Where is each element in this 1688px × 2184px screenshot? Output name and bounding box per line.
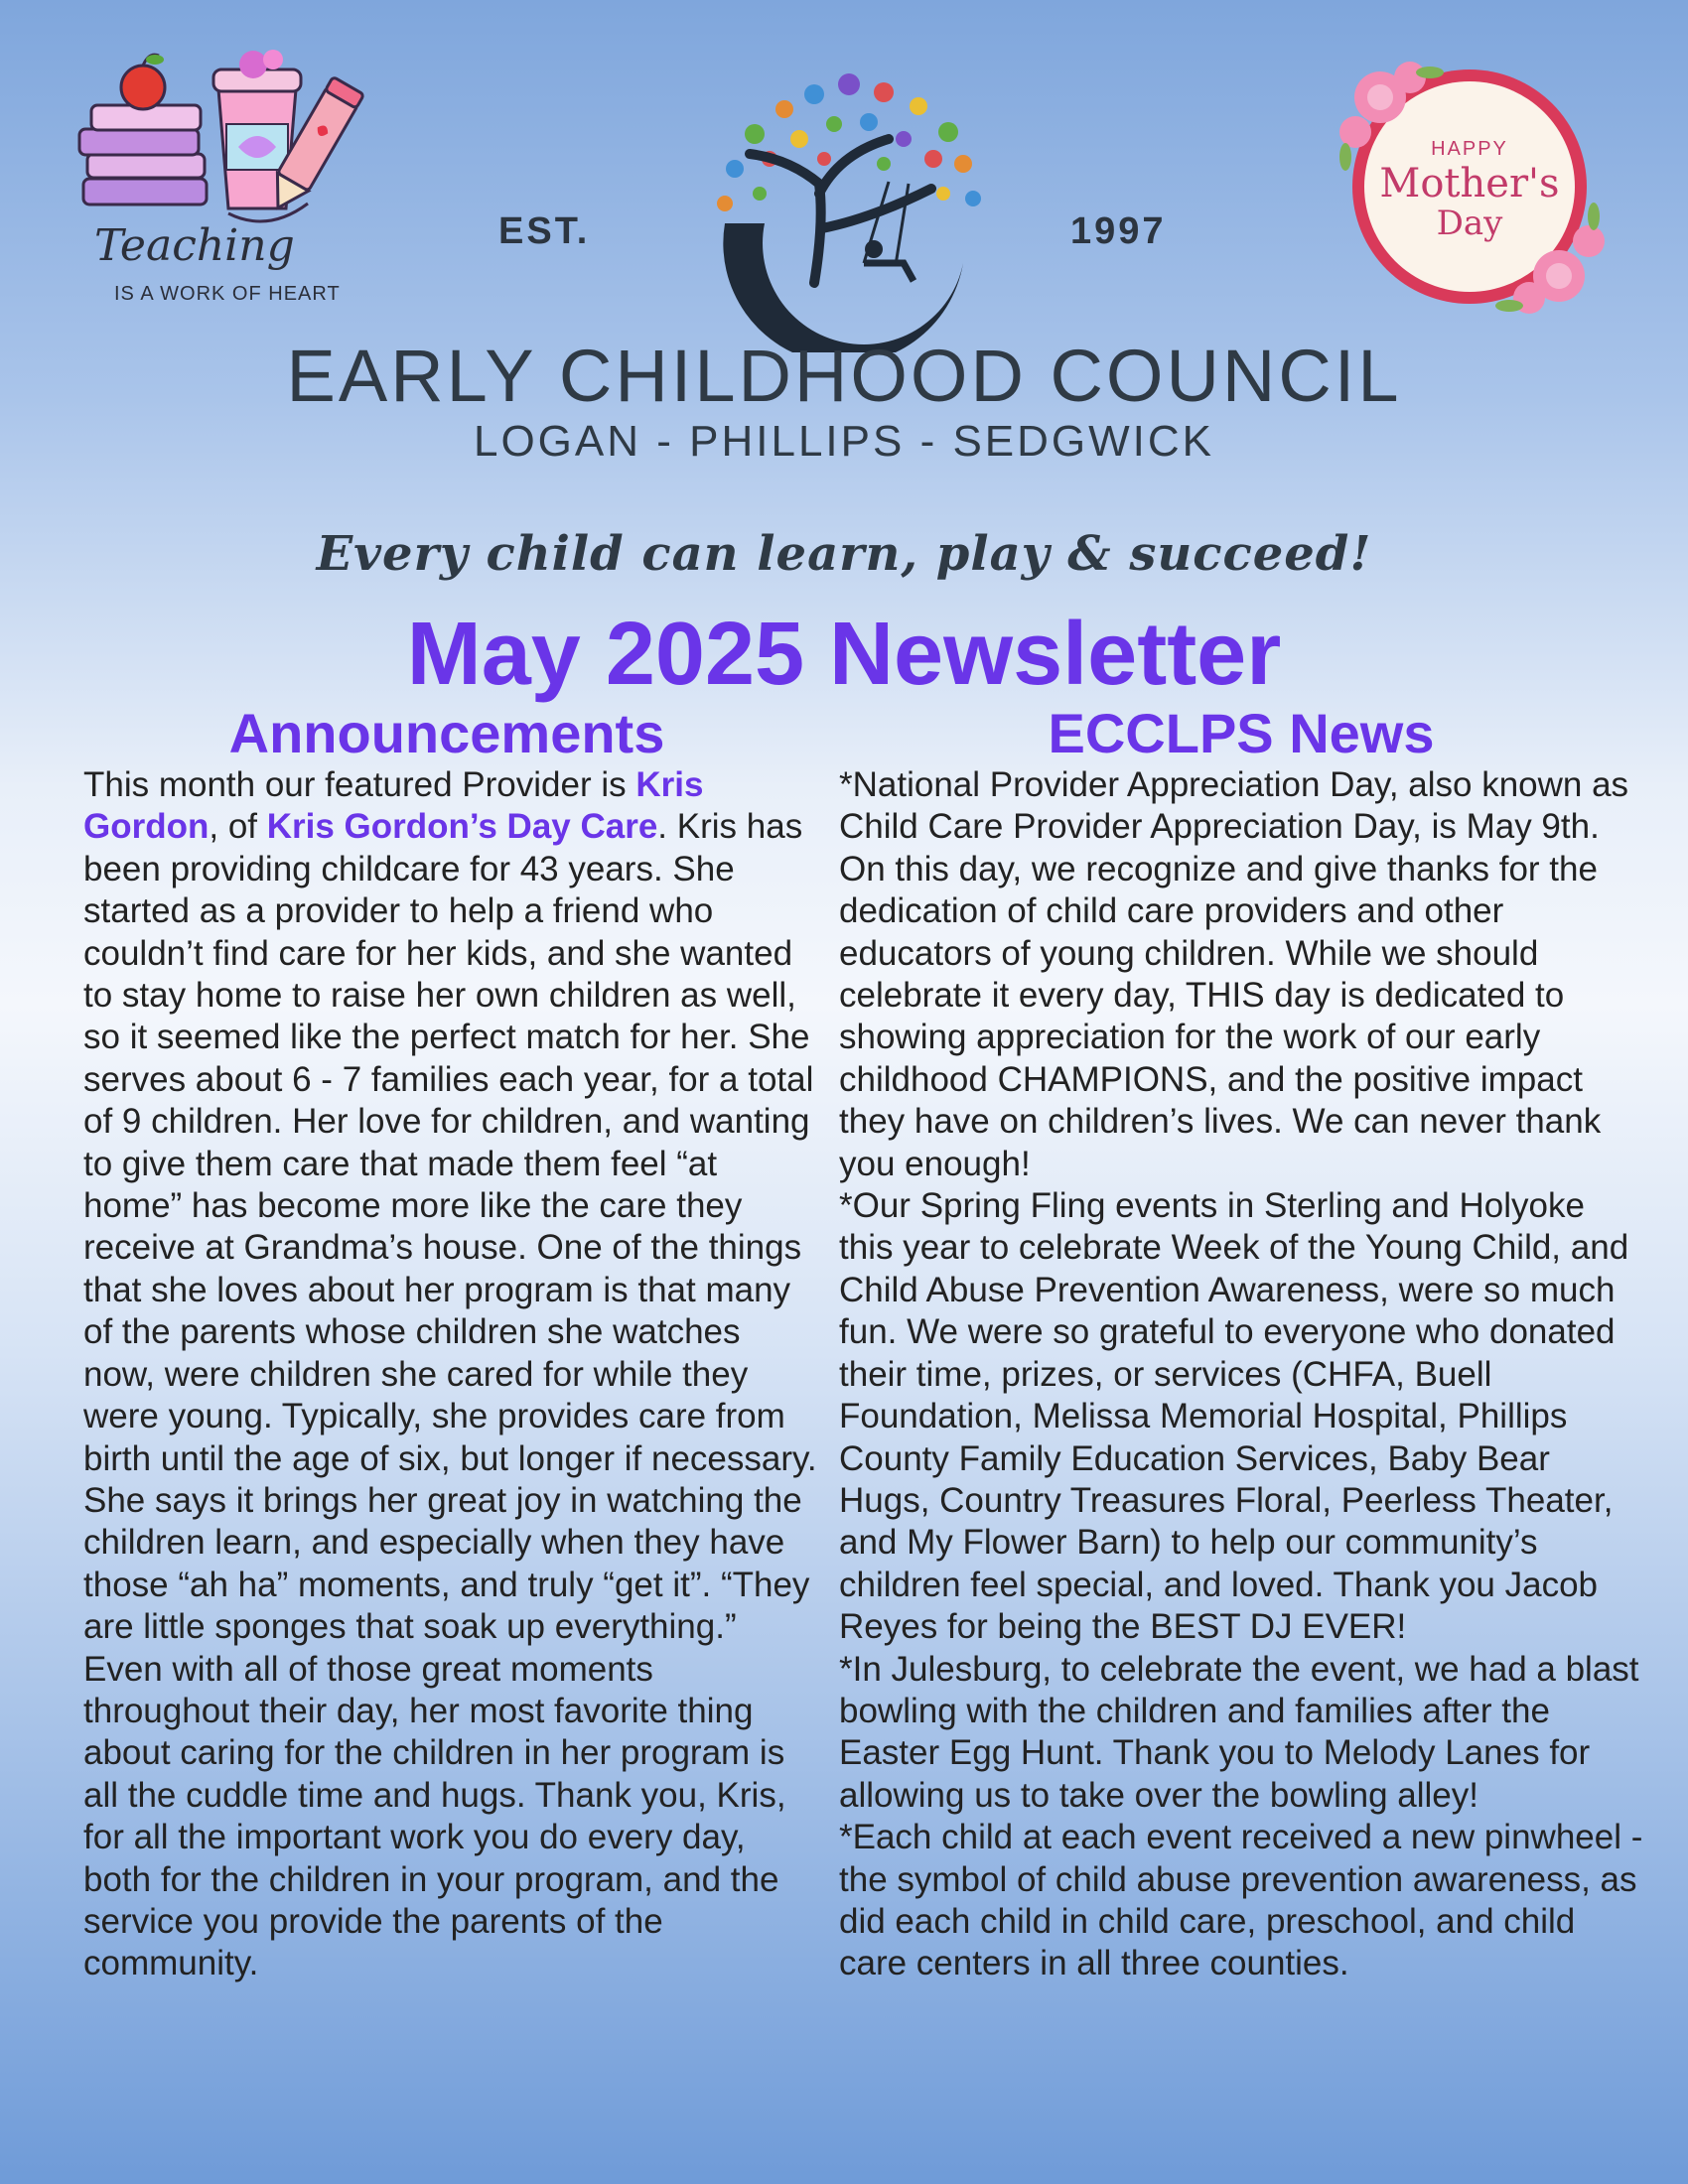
news-paragraph-julesburg: *In Julesburg, to celebrate the event, we had a blast bowling with the children and families after the Easter Egg Hunt. Thank you to Melody Lanes for allowing us to take over the bowling alley! <box>839 1649 1639 1815</box>
organization-counties: LOGAN - PHILLIPS - SEDGWICK <box>473 417 1215 466</box>
mothers-text: Mother's <box>1379 161 1560 206</box>
happy-text: HAPPY <box>1431 138 1508 160</box>
tree-swing-logo <box>665 55 1033 352</box>
flower-wreath-icon <box>1311 38 1628 336</box>
announcements-heading: Announcements <box>228 702 665 764</box>
news-paragraph-pinwheel: *Each child at each event received a new pinwheel - the symbol of child abuse prevention awareness, as did each child in child care, preschool, and child care centers in all three counties. <box>839 1818 1643 1983</box>
day-text: Day <box>1436 204 1503 243</box>
teaching-badge <box>70 30 367 318</box>
established-year: 1997 <box>1070 210 1167 252</box>
news-paragraph-provider-day: *National Provider Appreciation Day, also known as Child Care Provider Appreciation Day, is May 9th. On this day, we recognize and give thanks for the dedication of child care providers and other educators of young children. While we should celebrate it every day, THIS day is dedicated to showing appreciation for the work of our early childhood CHAMPIONS, and the positive impact they have on children’s lives. We can never thank you enough! <box>839 765 1629 1183</box>
tree-swing-icon <box>665 55 1033 352</box>
news-paragraph-spring-fling: *Our Spring Fling events in Sterling and Holyoke this year to celebrate Week of the Young Child, and Child Abuse Prevention Awareness, were so much fun. We were so grateful to everyone who donated their time, prizes, or services (CHFA, Buell Foundation, Melissa Memorial Hospital, Phillips County Family Education Services, Baby Bear Hugs, Country Treasures Floral, Peerless Theater, and My Flower Barn) to help our community’s children feel special, and loved. Thank you Jacob Reyes for being the BEST DJ EVER! <box>839 1186 1629 1647</box>
books-coffee-pencil-illustration <box>70 30 367 318</box>
business-name: Kris Gordon’s Day Care <box>266 807 658 847</box>
announcement-intro-end: . <box>657 807 668 847</box>
mothers-day-badge <box>1311 38 1628 336</box>
announcement-body: Kris has been providing childcare for 43 years. She started as a provider to help a friend who couldn’t find care for her kids, and she wanted to stay home to raise her own children as well, so it seemed like the perfect match for her. She serves about 6 - 7 families each year, for a total of 9 children. Her love for children, and wanting to give them care that made them feel “at home” has become more like the care they receive at Grandma’s house. One of the things that she loves about her program is that many of the parents whose children she watches now, were children she cared for while they were young. Typically, she provides care from birth until the age of six, but longer if necessary. She says it brings her great joy in watching the children learn, and especially when they have those “ah ha” moments, and truly “get it”. “They are little sponges that soak up everything.” Even with all of those great moments throughout their day, her most favorite thing about caring for the children in her program is all the cuddle time and hugs. Thank you, Kris, for all the important work you do every day, both for the children in your program, and the service you provide the parents of the community. <box>83 807 817 1983</box>
announcements-article <box>83 764 818 1985</box>
teaching-text: Teaching <box>94 220 295 271</box>
announcement-intro-mid: , of <box>209 807 267 847</box>
work-of-heart-text: IS A WORK OF HEART <box>114 283 341 305</box>
news-heading: ECCLPS News <box>1048 702 1435 764</box>
tagline: Every child can learn, play & succeed! <box>316 526 1372 582</box>
news-article <box>839 764 1648 1985</box>
newsletter-title: May 2025 Newsletter <box>406 605 1282 704</box>
announcement-intro: This month our featured Provider is <box>83 765 636 804</box>
organization-name: EARLY CHILDHOOD COUNCIL <box>286 335 1402 417</box>
provider-name: Kris Gordon <box>83 765 704 847</box>
established-label: EST. <box>498 210 591 252</box>
